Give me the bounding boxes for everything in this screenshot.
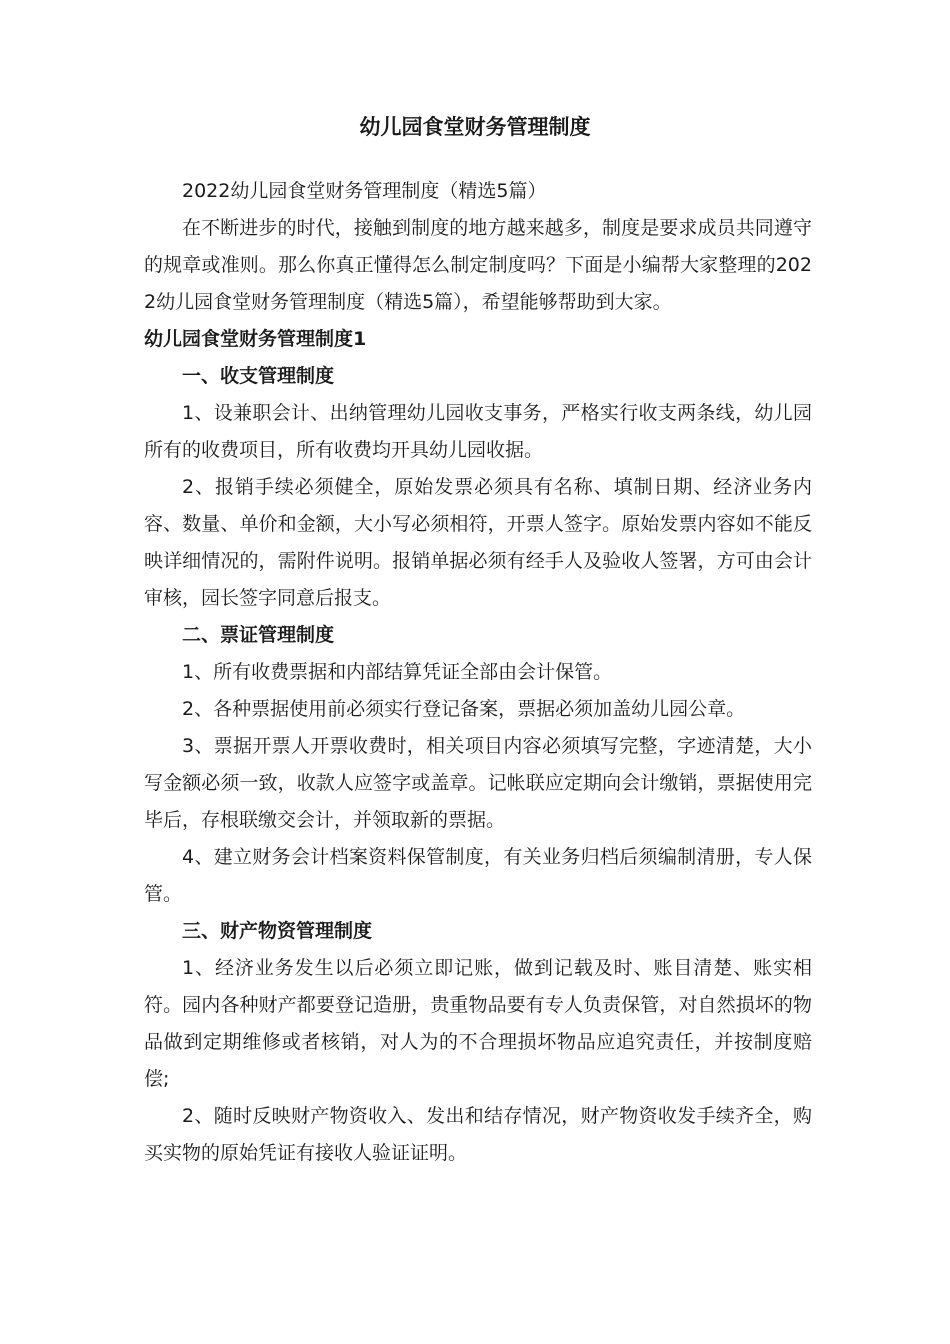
subsection-heading-income-expense: 一、收支管理制度 — [182, 365, 335, 387]
subsection-heading-receipts: 二、票证管理制度 — [182, 624, 335, 646]
body-paragraph: 4、建立财务会计档案资料保管制度，有关业务归档后须编制清册，专人保管。 — [144, 846, 812, 905]
body-paragraph: 2、各种票据使用前必须实行登记备案，票据必须加盖幼儿园公章。 — [182, 698, 746, 720]
document-title: 幼儿园食堂财务管理制度 — [359, 115, 591, 139]
body-paragraph: 1、经济业务发生以后必须立即记账，做到记载及时、账目清楚、账实相符。园内各种财产都要登记造册，贵重物品要有专人负责保管，对自然损坏的物品做到定期维修或者核销，对人为的不合理损坏物品应追究责任，并按制度赔偿; — [144, 957, 812, 1090]
subsection-heading-assets: 三、财产物资管理制度 — [182, 920, 373, 942]
intro-paragraph: 在不断进步的时代，接触到制度的地方越来越多，制度是要求成员共同遵守的规章或准则。那么你真正懂得怎么制定制度吗？下面是小编帮大家整理的2022幼儿园食堂财务管理制度（精选5篇），希望能够帮助到大家。 — [144, 217, 812, 313]
body-paragraph: 2、随时反映财产物资收入、发出和结存情况，财产物资收发手续齐全，购买实物的原始凭证有接收人验证证明。 — [144, 1105, 812, 1164]
document-body — [144, 173, 812, 1172]
body-paragraph: 1、所有收费票据和内部结算凭证全部由会计保管。 — [182, 661, 613, 683]
section-heading: 幼儿园食堂财务管理制度1 — [144, 328, 367, 350]
body-paragraph: 2、报销手续必须健全，原始发票必须具有名称、填制日期、经济业务内容、数量、单价和金额，大小写必须相符，开票人签字。原始发票内容如不能反映详细情况的，需附件说明。报销单据必须有经手人及验收人签署，方可由会计审核，园长签字同意后报支。 — [144, 476, 812, 609]
subtitle-paragraph: 2022幼儿园食堂财务管理制度（精选5篇） — [182, 180, 547, 202]
body-paragraph: 1、设兼职会计、出纳管理幼儿园收支事务，严格实行收支两条线，幼儿园所有的收费项目，所有收费均开具幼儿园收据。 — [144, 402, 812, 461]
body-paragraph: 3、票据开票人开票收费时，相关项目内容必须填写完整，字迹清楚，大小写金额必须一致，收款人应签字或盖章。记帐联应定期向会计缴销，票据使用完毕后，存根联缴交会计，并领取新的票据。 — [144, 735, 812, 831]
